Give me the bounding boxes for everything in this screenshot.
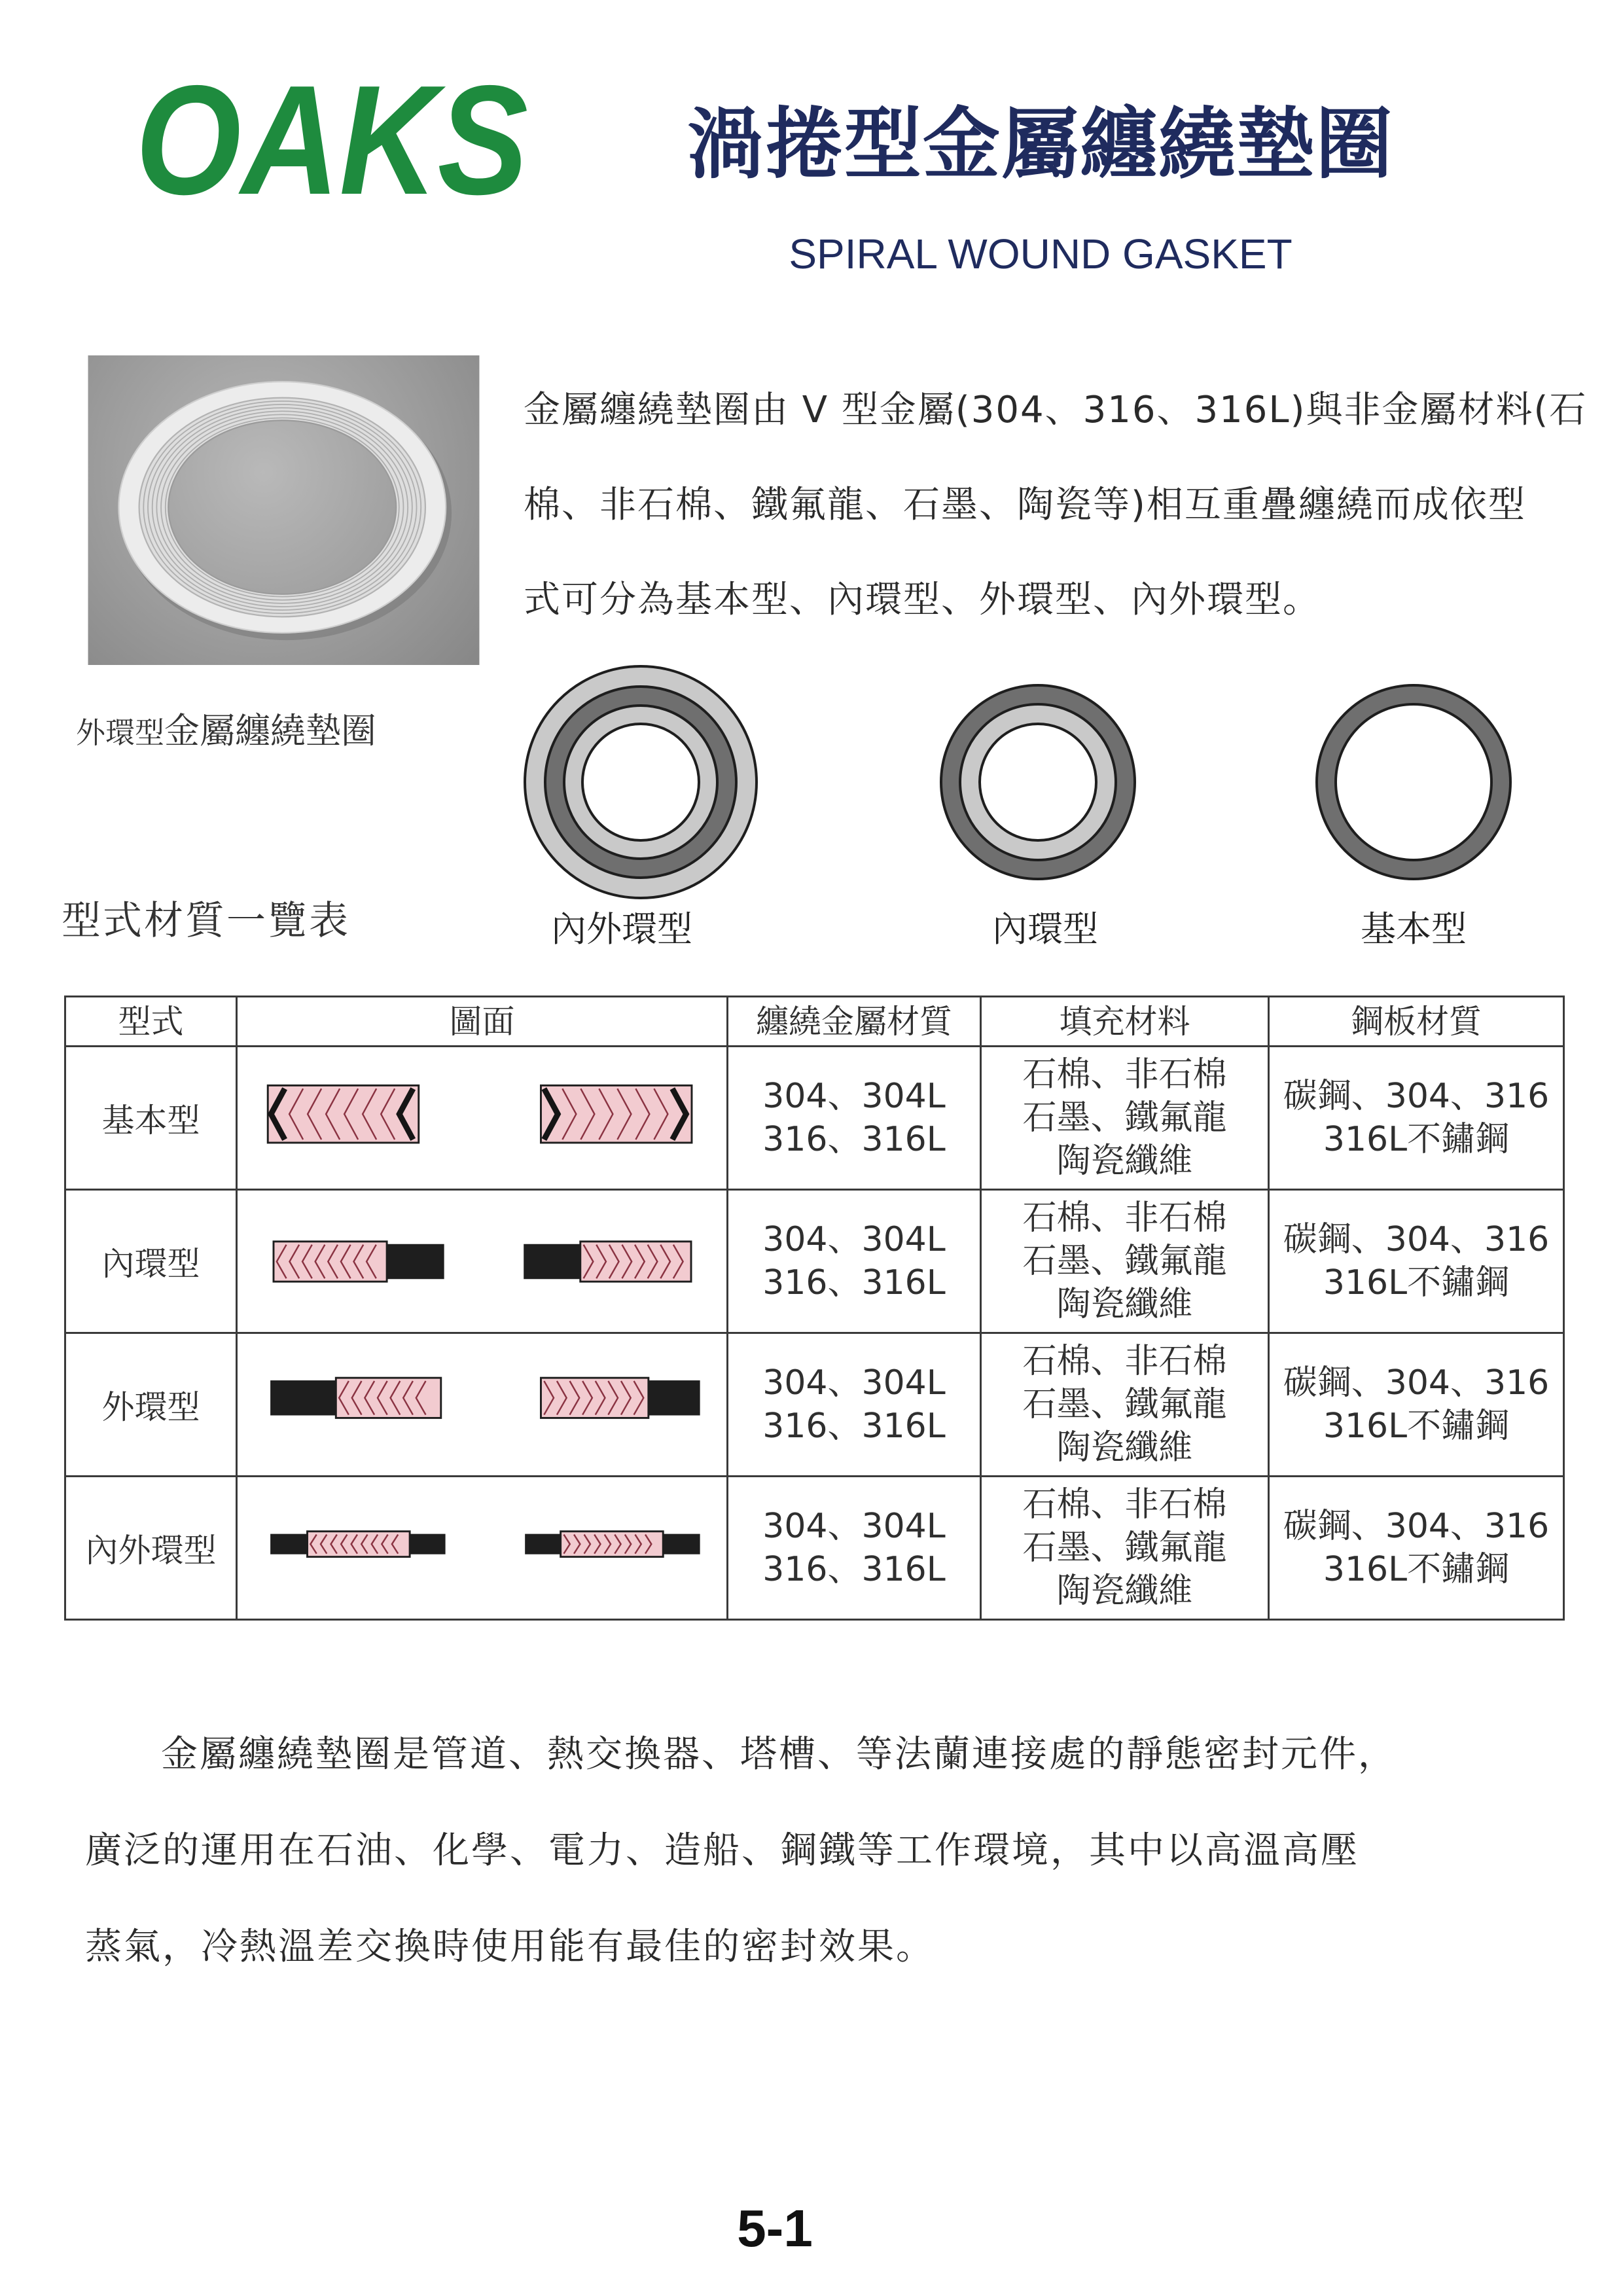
caption-type: 外環型 xyxy=(76,715,165,750)
plate-material-cell xyxy=(1269,1047,1564,1190)
spec-table xyxy=(64,996,1565,1621)
filler-material-line: 石墨、鐵氟龍 xyxy=(1022,1528,1227,1568)
diagram-label-inner-outer-ring: 內外環型 xyxy=(551,908,692,950)
inner-ring xyxy=(524,1244,580,1278)
outer-ring-cross-section xyxy=(239,1335,726,1475)
inner-outer-ring-cross-section xyxy=(239,1479,726,1618)
metal-material-cell xyxy=(728,1047,981,1190)
basic-type-cross-section xyxy=(239,1049,726,1188)
plate-material-cell xyxy=(1269,1190,1564,1333)
type-cell: 外環型 xyxy=(65,1333,237,1477)
metal-material-line: 316、316L xyxy=(762,1263,946,1302)
filler-material-line: 陶瓷纖維 xyxy=(1056,1571,1193,1611)
drawing-cell xyxy=(237,1333,728,1477)
plate-material-line: 碳鋼、304、316 xyxy=(1283,1507,1550,1546)
filler-material-cell xyxy=(981,1477,1269,1620)
drawing-cell xyxy=(237,1477,728,1620)
gasket-photo xyxy=(88,355,480,665)
inner-ring-cross-section xyxy=(239,1192,726,1331)
type-cell: 內外環型 xyxy=(65,1477,237,1620)
outer-ring xyxy=(270,1534,307,1554)
column-header: 鋼板材質 xyxy=(1269,997,1564,1047)
filler-material-line: 石棉、非石棉 xyxy=(1022,1198,1227,1238)
metal-material-line: 316、316L xyxy=(762,1120,946,1159)
drawing-cell xyxy=(237,1047,728,1190)
closing-line: 金屬纏繞墊圈是管道、熱交換器、塔槽、等法蘭連接處的靜態密封元件， xyxy=(161,1733,1397,1776)
outer-ring xyxy=(270,1380,336,1415)
plate-material-line: 316L不鏽鋼 xyxy=(1323,1550,1510,1589)
filler-material-line: 石墨、鐵氟龍 xyxy=(1022,1385,1227,1424)
photo-caption xyxy=(76,708,376,762)
spiral-winding-section xyxy=(307,1531,410,1556)
intro-line: 式可分為基本型、內環型、外環型、內外環型。 xyxy=(524,579,1321,621)
metal-material-line: 316、316L xyxy=(762,1550,946,1589)
filler-material-line: 石墨、鐵氟龍 xyxy=(1022,1098,1227,1138)
inner-ring-diagram xyxy=(933,677,1143,887)
page-subtitle: SPIRAL WOUND GASKET xyxy=(789,230,1293,278)
closing-line: 廣泛的運用在石油、化學、電力、造船、鋼鐵等工作環境，其中以高溫高壓 xyxy=(85,1829,1359,1872)
page-number: 5-1 xyxy=(737,2199,813,2257)
spiral-winding-section xyxy=(541,1378,648,1418)
center-hole xyxy=(582,724,699,840)
spiral-winding-section xyxy=(273,1241,386,1281)
column-header: 型式 xyxy=(65,997,237,1047)
inner-ring xyxy=(410,1534,445,1554)
plate-material-line: 碳鋼、304、316 xyxy=(1283,1363,1550,1403)
filler-material-line: 石墨、鐵氟龍 xyxy=(1022,1242,1227,1281)
column-header: 圖面 xyxy=(237,997,728,1047)
plate-material-line: 316L不鏽鋼 xyxy=(1323,1120,1510,1159)
inner-ring xyxy=(387,1244,444,1278)
filler-material-line: 陶瓷纖維 xyxy=(1056,1428,1193,1467)
center-hole xyxy=(980,724,1096,840)
outer-ring xyxy=(648,1380,700,1415)
plate-material-line: 316L不鏽鋼 xyxy=(1323,1407,1510,1446)
column-header: 纏繞金屬材質 xyxy=(728,997,981,1047)
spiral-winding-section xyxy=(268,1085,419,1143)
center-hole xyxy=(1336,704,1491,860)
filler-material-cell xyxy=(981,1047,1269,1190)
table-row xyxy=(65,1190,1564,1333)
basic-type-diagram xyxy=(1309,677,1518,887)
plate-material-line: 316L不鏽鋼 xyxy=(1323,1263,1510,1302)
table-row xyxy=(65,1477,1564,1620)
table-row xyxy=(65,1047,1564,1190)
intro-line: 金屬纏繞墊圈由 V 型金屬(304、316、316L)與非金屬材料(石 xyxy=(524,389,1588,431)
metal-material-cell xyxy=(728,1333,981,1477)
filler-material-cell xyxy=(981,1190,1269,1333)
filler-material-line: 石棉、非石棉 xyxy=(1022,1342,1227,1381)
column-header: 填充材料 xyxy=(981,997,1269,1047)
metal-material-line: 304、304L xyxy=(762,1363,946,1403)
drawing-cell xyxy=(237,1190,728,1333)
metal-material-cell xyxy=(728,1477,981,1620)
filler-material-cell xyxy=(981,1333,1269,1477)
metal-material-line: 304、304L xyxy=(762,1077,946,1116)
filler-material-line: 陶瓷纖維 xyxy=(1056,1285,1193,1324)
plate-material-line: 碳鋼、304、316 xyxy=(1283,1220,1550,1259)
inner-outer-ring-diagram xyxy=(516,658,765,906)
metal-material-cell xyxy=(728,1190,981,1333)
plate-material-cell xyxy=(1269,1477,1564,1620)
plate-material-line: 碳鋼、304、316 xyxy=(1283,1077,1550,1116)
filler-material-line: 石棉、非石棉 xyxy=(1022,1055,1227,1094)
plate-material-cell xyxy=(1269,1333,1564,1477)
metal-material-line: 304、304L xyxy=(762,1507,946,1546)
gasket-center-hole xyxy=(168,420,396,594)
metal-material-line: 316、316L xyxy=(762,1407,946,1446)
outer-ring xyxy=(663,1534,700,1554)
oaks-logo xyxy=(128,77,553,202)
spiral-winding-section xyxy=(541,1085,692,1143)
closing-line: 蒸氣，冷熱溫差交換時使用能有最佳的密封效果。 xyxy=(85,1926,935,1968)
type-cell: 內環型 xyxy=(65,1190,237,1333)
filler-material-line: 陶瓷纖維 xyxy=(1056,1141,1193,1181)
logo-text: OAKS xyxy=(135,77,528,202)
table-row xyxy=(65,1333,1564,1477)
intro-line: 棉、非石棉、鐵氟龍、石墨、陶瓷等)相互重疊纏繞而成依型 xyxy=(524,484,1526,526)
table-title: 型式材質一覽表 xyxy=(62,898,350,944)
intro-paragraph xyxy=(524,363,1588,647)
diagram-label-basic: 基本型 xyxy=(1361,908,1467,950)
caption-name: 金屬纏繞墊圈 xyxy=(164,710,377,751)
spiral-winding-section xyxy=(560,1531,663,1556)
filler-material-line: 石棉、非石棉 xyxy=(1022,1485,1227,1524)
page-title: 渦捲型金屬纏繞墊圈 xyxy=(687,99,1394,189)
inner-ring xyxy=(525,1534,560,1554)
table-header-row xyxy=(65,997,1564,1047)
metal-material-line: 304、304L xyxy=(762,1220,946,1259)
closing-paragraph xyxy=(85,1706,1590,1995)
diagram-label-inner-ring: 內環型 xyxy=(992,908,1098,950)
type-cell: 基本型 xyxy=(65,1047,237,1190)
